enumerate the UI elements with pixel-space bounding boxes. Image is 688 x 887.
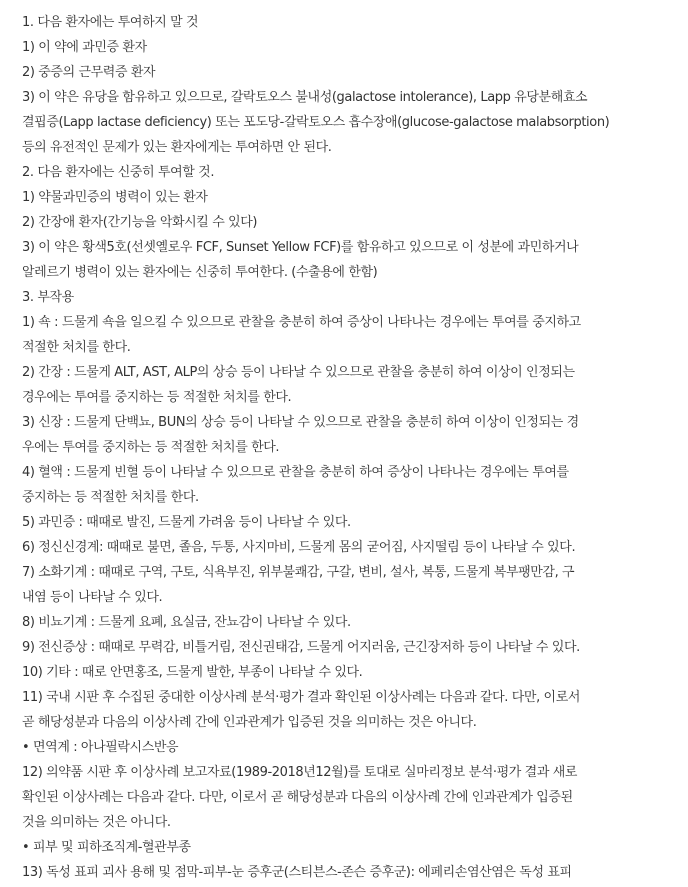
text-line: 3) 이 약은 황색5호(선셋옐로우 FCF, Sunset Yellow FCF)를 함유하고 있으므로 이 성분에 과민하거나 (22, 240, 579, 255)
text-line: 4) 혈액 : 드물게 빈혈 등이 나타날 수 있으므로 관찰을 충분히 하여 증상이 나타나는 경우에는 투여를 (22, 465, 569, 480)
text-line: 9) 전신증상 : 때때로 무력감, 비틀거림, 전신권태감, 드물게 어지러움, 근긴장저하 등이 나타날 수 있다. (22, 640, 580, 655)
text-line: 2) 간장애 환자(간기능을 악화시킬 수 있다) (22, 215, 258, 230)
text-line: 2) 간장 : 드물게 ALT, AST, ALP의 상승 등이 나타날 수 있으므로 관찰을 충분히 하여 이상이 인정되는 (22, 365, 575, 380)
text-line: 우에는 투여를 중지하는 등 적절한 처치를 한다. (22, 440, 280, 455)
text-line: 6) 정신신경계: 때때로 불면, 졸음, 두통, 사지마비, 드물게 몸의 굳어짐, 사지떨림 등이 나타날 수 있다. (22, 540, 576, 555)
heading-contraindications: 1. 다음 환자에는 투여하지 말 것 (22, 15, 199, 30)
text-line: 중지하는 등 적절한 처치를 한다. (22, 490, 199, 505)
text-line: 2) 중증의 근무력증 환자 (22, 65, 156, 80)
text-line: 확인된 이상사례는 다음과 같다. 다만, 이로서 곧 해당성분과 다음의 이상사례 간에 인과관계가 입증된 (22, 790, 573, 805)
text-line: 3) 이 약은 유당을 함유하고 있으므로, 갈락토오스 불내성(galactose intolerance), Lapp 유당분해효소 (22, 90, 588, 105)
text-line: 11) 국내 시판 후 수집된 중대한 이상사례 분석·평가 결과 확인된 이상사례는 다음과 같다. 다만, 이로서 (22, 690, 581, 705)
text-line: 알레르기 병력이 있는 환자에는 신중히 투여한다. (수출용에 한함) (22, 265, 378, 280)
bullet-item: • 면역계 : 아나필락시스반응 (22, 740, 179, 755)
text-line: 3) 신장 : 드물게 단백뇨, BUN의 상승 등이 나타날 수 있으므로 관찰을 충분히 하여 이상이 인정되는 경 (22, 415, 579, 430)
text-line: 결핍증(Lapp lactase deficiency) 또는 포도당-갈락토오스 흡수장애(glucose-galactose malabsorption) (22, 115, 610, 130)
text-line: 곧 해당성분과 다음의 이상사례 간에 인과관계가 입증된 것을 의미하는 것은 아니다. (22, 715, 477, 730)
text-line: 적절한 처치를 한다. (22, 340, 131, 355)
text-line: 1) 약물과민증의 병력이 있는 환자 (22, 190, 208, 205)
text-line: 8) 비뇨기계 : 드물게 요폐, 요실금, 잔뇨감이 나타날 수 있다. (22, 615, 351, 630)
text-line: 5) 과민증 : 때때로 발진, 드물게 가려움 등이 나타날 수 있다. (22, 515, 351, 530)
bullet-item: • 피부 및 피하조직계-혈관부종 (22, 840, 191, 855)
text-line: 7) 소화기계 : 때때로 구역, 구토, 식욕부진, 위부불쾌감, 구갈, 변비, 설사, 복통, 드물게 복부팽만감, 구 (22, 565, 575, 580)
text-line: 12) 의약품 시판 후 이상사례 보고자료(1989-2018년12월)를 토대로 실마리정보 분석·평가 결과 새로 (22, 765, 578, 780)
text-line: 13) 독성 표피 괴사 용해 및 점막-피부-눈 증후군(스티븐스-존슨 증후군): 에페리손염산염은 독성 표피 (22, 865, 572, 880)
text-line: 10) 기타 : 때로 안면홍조, 드물게 발한, 부종이 나타날 수 있다. (22, 665, 363, 680)
text-line: 등의 유전적인 문제가 있는 환자에게는 투여하면 안 된다. (22, 140, 332, 155)
text-line: 내염 등이 나타날 수 있다. (22, 590, 163, 605)
text-line: 1) 쇽 : 드물게 쇽을 일으킬 수 있으므로 관찰을 충분히 하여 증상이 나타나는 경우에는 투여를 중지하고 (22, 315, 581, 330)
text-line: 경우에는 투여를 중지하는 등 적절한 처치를 한다. (22, 390, 292, 405)
heading-caution: 2. 다음 환자에는 신중히 투여할 것. (22, 165, 215, 180)
text-line: 1) 이 약에 과민증 환자 (22, 40, 147, 55)
heading-side-effects: 3. 부작용 (22, 290, 74, 305)
text-line: 것을 의미하는 것은 아니다. (22, 815, 171, 830)
